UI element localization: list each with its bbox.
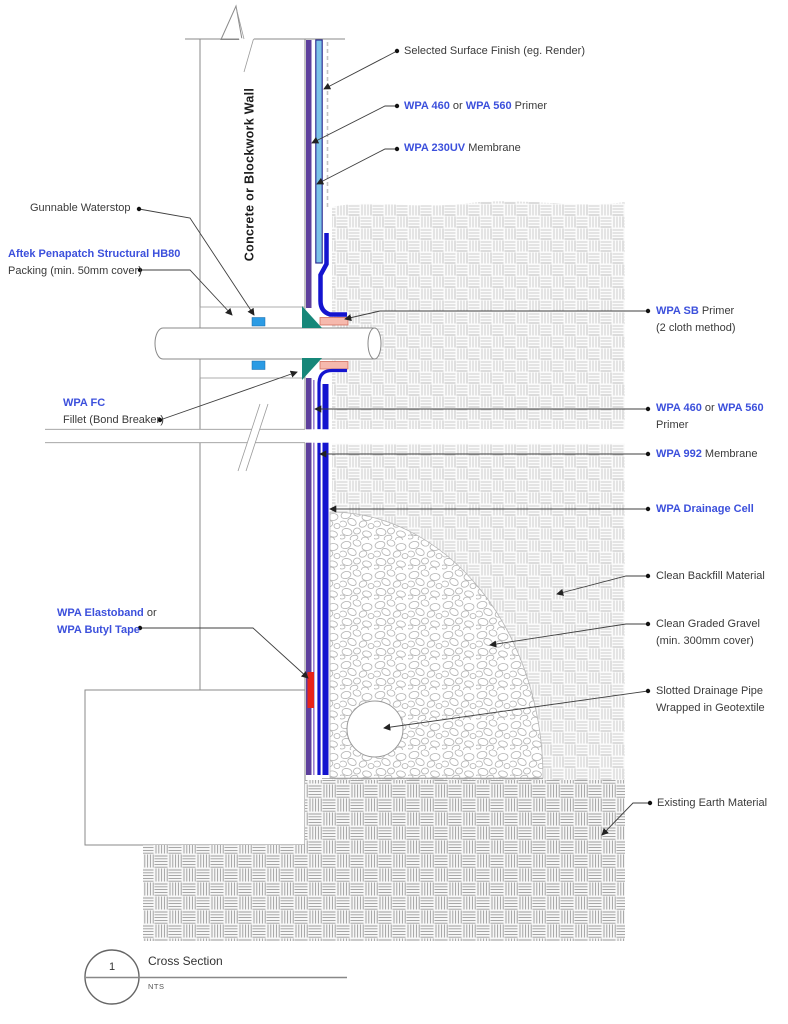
membrane-230uv — [316, 40, 322, 263]
pipe-end-cap — [368, 328, 381, 359]
label-clean-backfill: Clean Backfill Material — [656, 570, 765, 582]
label-graded-gravel: Clean Graded Gravel (min. 300mm cover) — [656, 618, 760, 647]
wall-label: Concrete or Blockwork Wall — [242, 87, 257, 262]
wall-break-peak — [221, 6, 242, 40]
detail-number: 1 — [108, 961, 116, 973]
drainage-pipe-section — [347, 701, 403, 757]
label-penapatch-packing: Aftek Penapatch Structural HB80 Packing (min. 50mm cover) — [8, 248, 181, 277]
primer-layer-upper — [306, 40, 312, 308]
penetrating-pipe — [155, 328, 381, 359]
backfill-upper — [332, 201, 625, 429]
sb-primer-wrap-bottom — [320, 362, 348, 370]
label-membrane-230uv: WPA 230UV Membrane — [404, 142, 521, 154]
drawing-title: Cross Section — [148, 954, 223, 968]
label-drainage-cell: WPA Drainage Cell — [656, 503, 754, 515]
concrete-footing — [85, 690, 305, 845]
label-primer-right: WPA 460 or WPA 560 Primer — [656, 402, 764, 431]
gunnable-waterstop-bottom — [252, 361, 265, 370]
label-gunnable-waterstop: Gunnable Waterstop — [30, 202, 131, 214]
label-membrane-992: WPA 992 Membrane — [656, 448, 758, 460]
label-wpa-fc: WPA FC Fillet (Bond Breaker) — [63, 397, 164, 426]
gunnable-waterstop-top — [252, 318, 265, 327]
label-text: Selected Surface Finish (eg. Render) — [404, 45, 585, 57]
label-primer-top: WPA 460 or WPA 560 Primer — [404, 100, 548, 112]
label-existing-earth: Existing Earth Material — [657, 797, 768, 809]
drawing-scale: NTS — [148, 982, 165, 991]
break-line — [236, 7, 244, 39]
label-elastoband: WPA Elastoband or WPA Butyl Tape — [57, 607, 157, 636]
label-drainage-pipe: Slotted Drainage Pipe Wrapped in Geotextile — [656, 685, 765, 714]
sb-primer-wrap-top — [320, 318, 348, 326]
existing-earth — [143, 780, 625, 941]
elastoband-tape — [308, 672, 315, 708]
section-break-band — [45, 429, 332, 442]
wall-break-notch — [239, 38, 254, 72]
label-sb-primer: WPA SB Primer (2 cloth method) — [656, 305, 736, 334]
label-surface-finish — [404, 43, 585, 60]
